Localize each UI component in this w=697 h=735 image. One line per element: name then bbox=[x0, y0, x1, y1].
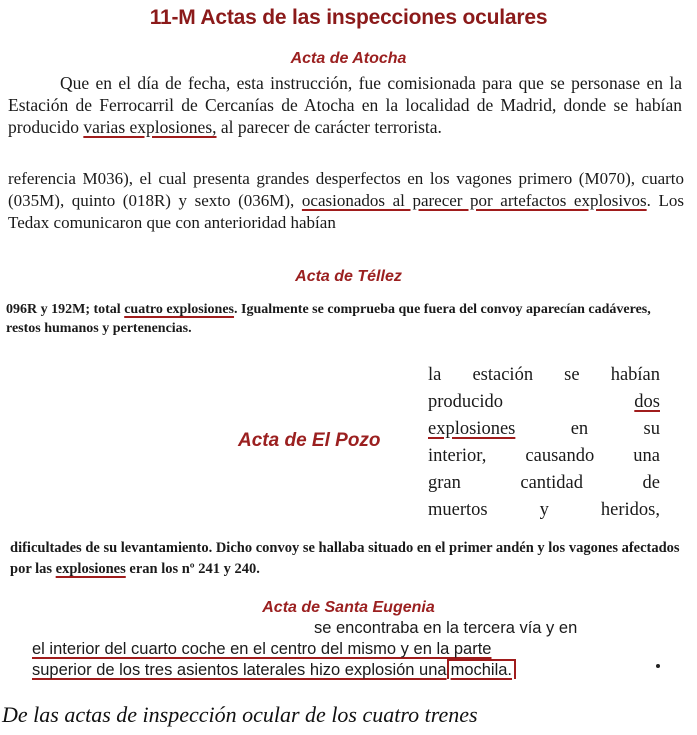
pozo-column-text bbox=[428, 362, 660, 524]
pozo-line-5: gran cantidad de bbox=[428, 473, 660, 493]
heading-santa-eugenia: Acta de Santa Eugenia bbox=[262, 599, 435, 616]
heading-atocha: Acta de Atocha bbox=[290, 50, 407, 67]
atocha-paragraph-2 bbox=[8, 168, 684, 234]
heading-el-pozo: Acta de El Pozo bbox=[238, 430, 381, 451]
stray-dot bbox=[656, 664, 660, 668]
figure-caption: De las actas de inspección ocular de los cuatro trenes bbox=[2, 702, 478, 727]
page-title: 11-M Actas de las inspecciones oculares bbox=[149, 6, 548, 29]
eugenia-line-2-underlined: el interior del cuarto coche en el centro del mismo y en la parte bbox=[32, 640, 492, 658]
atocha-p1-underlined: varias explosiones, bbox=[83, 117, 217, 137]
tellez-text-b: . Igualmente se comprueba que fuera del convoy aparecían cadáveres, restos humanos y pertenencias. bbox=[6, 302, 651, 336]
atocha-p2-underlined: ocasionados al parecer por artefactos explosivos bbox=[301, 191, 647, 210]
tellez-paragraph bbox=[6, 300, 688, 338]
tellez-text-a: 096R y 192M; total bbox=[6, 302, 125, 317]
pozo-p2-underlined: explosiones bbox=[55, 561, 126, 577]
eugenia-paragraph bbox=[32, 618, 632, 681]
pozo-line-6: muertos y heridos, bbox=[428, 500, 660, 520]
pozo-line-4: interior, causando una bbox=[428, 446, 660, 466]
pozo-paragraph-2: dificultades de su levantamiento. Dicho convoy se hallaba situado en el primer andén y los vagones afectados por las explosiones eran los nº 241 y 240. bbox=[10, 540, 680, 577]
pozo-underlined-explosiones: explosiones bbox=[428, 419, 516, 439]
eugenia-boxed-word: mochila. bbox=[447, 659, 516, 679]
pozo-line-2: producido dos bbox=[428, 389, 660, 416]
atocha-p2-text-a: referencia M036), el cual presenta grandes desperfectos en los vagones primero (M070), cuarto (035M), quinto (018R) y sexto (036M), bbox=[8, 169, 684, 210]
eugenia-line-1: se encontraba en la tercera vía y en bbox=[314, 619, 578, 637]
eugenia-line-3-underlined: superior de los tres asientos laterales hizo explosión una bbox=[32, 661, 447, 679]
pozo-underlined-dos: dos bbox=[634, 392, 660, 412]
heading-tellez: Acta de Téllez bbox=[295, 268, 402, 285]
pozo-line-3: explosiones en su bbox=[428, 416, 660, 443]
pozo-line-1: la estación se habían bbox=[428, 365, 660, 385]
atocha-p2-text-b: . Los Tedax comunicaron que con anterioridad habían bbox=[8, 191, 684, 232]
tellez-underlined: cuatro explosiones bbox=[124, 302, 235, 317]
atocha-p1-text-a: Que en el día de fecha, esta instrucción, fue comisionada para que se personase en la Estación de Ferrocarril de Cercanías de Atocha en la localidad de Madrid, donde se habían producido bbox=[8, 73, 682, 137]
atocha-p1-text-b: al parecer de carácter terrorista. bbox=[216, 117, 442, 137]
atocha-paragraph-1 bbox=[8, 72, 682, 138]
